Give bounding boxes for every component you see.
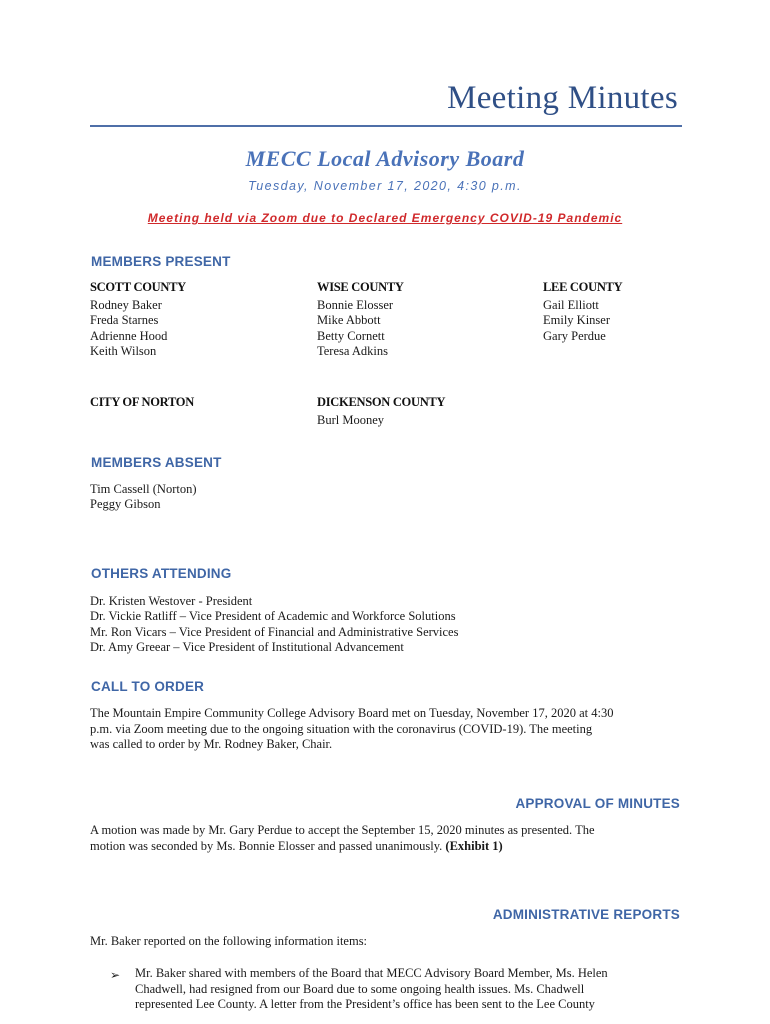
member-name: Burl Mooney xyxy=(317,413,385,427)
others-attending-heading: OTHERS ATTENDING xyxy=(91,566,232,581)
paragraph-line: Chadwell, had resigned from our Board due to some ongoing health issues. Ms. Chadwell xyxy=(135,981,585,996)
member-name: Keith Wilson xyxy=(90,343,157,358)
members-absent-heading: MEMBERS ABSENT xyxy=(91,455,222,470)
attendee: Mr. Ron Vicars – Vice President of Financial and Administrative Services xyxy=(90,624,459,639)
lee-county-group xyxy=(543,280,622,344)
city-of-norton-group xyxy=(90,395,194,410)
exhibit-reference: (Exhibit 1) xyxy=(445,838,503,853)
members-present-heading: MEMBERS PRESENT xyxy=(91,254,231,269)
attendee: Dr. Vickie Ratliff – Vice President of Academic and Workforce Solutions xyxy=(90,609,456,624)
admin-reports-intro: Mr. Baker reported on the following information items: xyxy=(90,934,368,948)
dickenson-county-group xyxy=(317,395,445,428)
paragraph-line: A motion was made by Mr. Gary Perdue to accept the September 15, 2020 minutes as presented. The xyxy=(90,823,595,837)
county-heading: SCOTT COUNTY xyxy=(90,280,186,294)
title-divider xyxy=(90,125,682,127)
county-heading: DICKENSON COUNTY xyxy=(317,395,446,409)
member-name: Bonnie Elosser xyxy=(317,298,394,312)
county-heading: WISE COUNTY xyxy=(317,280,404,294)
approval-of-minutes-heading: APPROVAL OF MINUTES xyxy=(515,796,680,811)
paragraph-line: Mr. Baker shared with members of the Board that MECC Advisory Board Member, Ms. Helen xyxy=(135,966,608,980)
call-to-order-heading: CALL TO ORDER xyxy=(91,679,205,694)
others-attending-list xyxy=(90,594,458,655)
approval-line-text: motion was seconded by Ms. Bonnie Elosser and passed unanimously. xyxy=(90,838,446,853)
member-name: Freda Starnes xyxy=(90,313,159,328)
county-heading: CITY OF NORTON xyxy=(90,395,194,409)
meeting-notice: Meeting held via Zoom due to Declared Emergency COVID-19 Pandemic xyxy=(147,211,623,225)
member-name: Emily Kinser xyxy=(543,313,611,328)
bullet-arrow-icon: ➢ xyxy=(110,968,121,982)
paragraph-line: represented Lee County. A letter from the President’s office has been sent to the Lee County xyxy=(135,997,595,1011)
meeting-date: Tuesday, November 17, 2020, 4:30 p.m. xyxy=(248,179,522,193)
member-name: Mike Abbott xyxy=(317,313,381,328)
board-name: MECC Local Advisory Board xyxy=(245,146,525,171)
paragraph-line: was called to order by Mr. Rodney Baker, Chair. xyxy=(90,737,333,751)
absent-member: Tim Cassell (Norton) xyxy=(90,482,197,496)
member-name: Gail Elliott xyxy=(543,298,599,312)
administrative-reports-heading: ADMINISTRATIVE REPORTS xyxy=(492,907,680,922)
document-title: Meeting Minutes xyxy=(447,80,678,116)
approval-text xyxy=(90,823,690,854)
scott-county-group xyxy=(90,280,186,359)
member-name: Teresa Adkins xyxy=(317,343,388,358)
paragraph-line: p.m. via Zoom meeting due to the ongoing situation with the coronavirus (COVID-19). The meeting xyxy=(90,721,593,736)
member-name: Betty Cornett xyxy=(317,328,385,343)
admin-report-bullet xyxy=(135,966,695,1013)
absent-member: Peggy Gibson xyxy=(90,497,161,512)
county-heading: LEE COUNTY xyxy=(543,280,623,294)
member-name: Rodney Baker xyxy=(90,298,162,312)
call-to-order-text xyxy=(90,706,690,753)
member-name: Adrienne Hood xyxy=(90,328,168,343)
member-name: Gary Perdue xyxy=(543,328,606,343)
wise-county-group xyxy=(317,280,404,359)
paragraph-line: The Mountain Empire Community College Advisory Board met on Tuesday, November 17, 2020 at 4:30 xyxy=(90,706,614,720)
attendee: Dr. Kristen Westover - President xyxy=(90,594,253,608)
paragraph-line xyxy=(90,839,690,855)
members-absent-list xyxy=(90,482,197,513)
attendee: Dr. Amy Greear – Vice President of Institutional Advancement xyxy=(90,639,404,654)
